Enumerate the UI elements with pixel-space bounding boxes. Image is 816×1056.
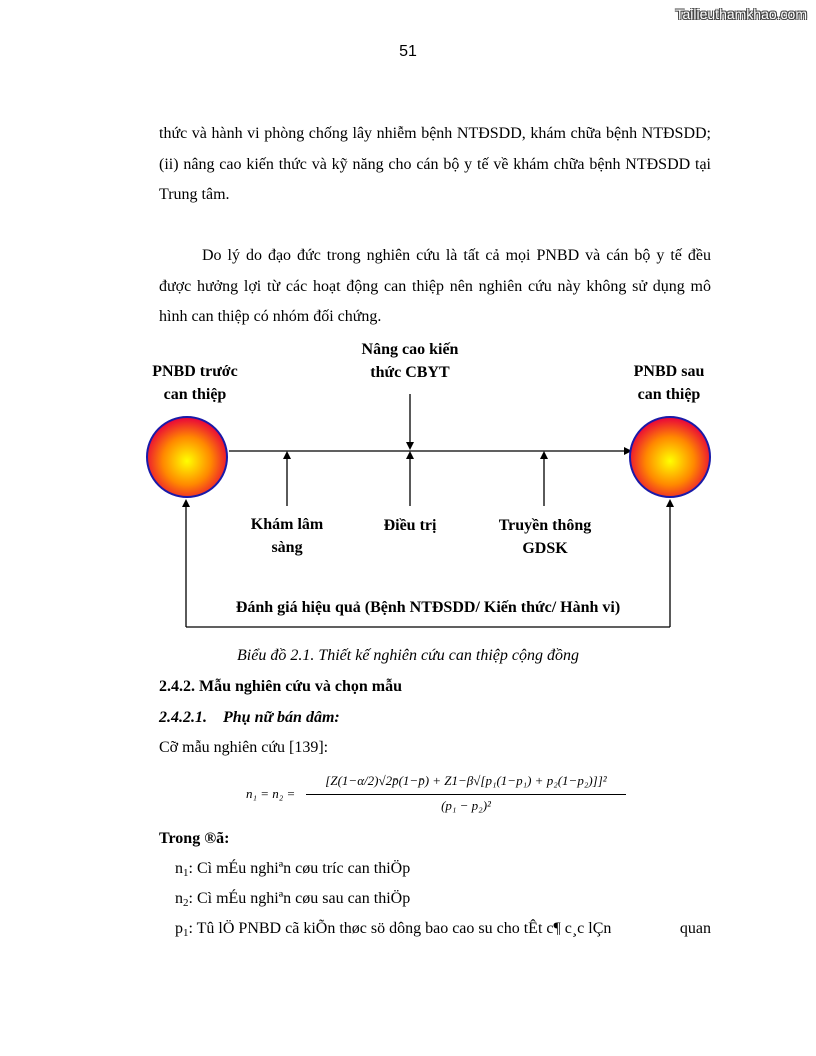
- definition-n2: $n_2$: Cì mÉu nghiªn cøu sau can thiÖp: [175, 890, 411, 909]
- formula-numerator: [Z(1−α/2)√2p̄(1−p̄) + Z1−β√[p₁(1−p₁) + p₂(1−p₂)]]²: [325, 773, 607, 788]
- subsection-heading: 2.4.2.1. Phụ nữ bán dâm:: [159, 709, 340, 726]
- watermark: Tailieuthamkhao.com: [675, 6, 807, 22]
- paragraph-2: Do lý do đạo đức trong nghiên cứu là tất cả mọi PNBD và cán bộ y tế đều được hưởng lợi từ các hoạt động can thiệp nên nghiên cứu này không sử dụng mô hình can thiệp có nhóm đối chứng.: [159, 247, 711, 325]
- cbyt-label: Nâng cao kiến thức CBYT: [361, 341, 459, 381]
- definition-p1: $p_1$: Tû lÖ PNBD cã kiÕn thøc sö dông bao cao su cho tÊt c¶ c¸c lÇn quan: [175, 920, 711, 939]
- paragraph-1: thức và hành vi phòng chống lây nhiễm bệnh NTĐSDD, khám chữa bệnh NTĐSDD; (ii) nâng cao kiến thức và kỹ năng cho cán bộ y tế về khám chữa bệnh NTĐSDD tại Trung tâm.: [159, 125, 711, 203]
- sample-size-formula: [246, 771, 626, 821]
- formula-denominator: (p₁ − p₂)²: [441, 798, 491, 813]
- evaluation-label: Đánh giá hiệu quả (Bệnh NTĐSDD/ Kiến thức/ Hành vi): [235, 599, 621, 616]
- treatment-label: Điều trị: [383, 517, 437, 534]
- definition-n1: $n_1$: Cì mÉu nghiªn cøu tríc can thiÖp: [175, 860, 411, 879]
- exam-label: Khám lâm sàng: [250, 516, 324, 556]
- after-label: PNBD sau can thiệp: [633, 363, 705, 403]
- communication-label: Truyền thông GDSK: [498, 517, 592, 557]
- figure-caption: Biểu đồ 2.1. Thiết kế nghiên cứu can thiệp cộng đồng: [237, 647, 579, 664]
- fraction-bar: [306, 794, 626, 795]
- section-heading: 2.4.2. Mẫu nghiên cứu và chọn mẫu: [159, 678, 402, 695]
- before-label: PNBD trước can thiệp: [152, 363, 238, 403]
- sample-size-line: Cỡ mẫu nghiên cứu [139]:: [159, 739, 329, 756]
- page-number: 51: [399, 43, 417, 60]
- formula-lhs: n₁ = n₂ =: [246, 786, 296, 801]
- after-intervention-circle: [630, 417, 710, 497]
- before-intervention-circle: [147, 417, 227, 497]
- where-heading: Trong ®ã:: [159, 830, 230, 847]
